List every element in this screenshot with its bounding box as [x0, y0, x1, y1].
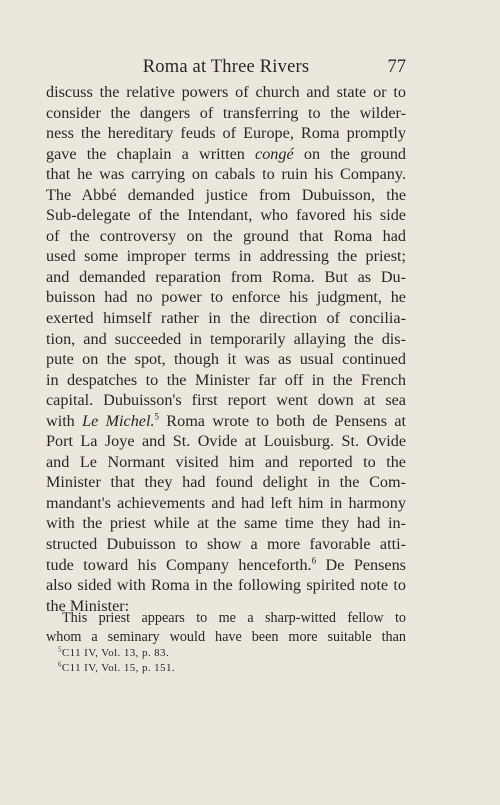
text-line: Sub-delegate of the Intendant, who favored his side — [46, 206, 406, 225]
page-number: 77 — [387, 57, 406, 77]
footnote: $^5$C11 IV, Vol. 13, p. 83. — [58, 645, 170, 659]
text-line: in despatches to the Minister far off in the French — [46, 370, 406, 389]
text-line: The Abbé demanded justice from Dubuisson, the — [46, 185, 406, 204]
footnote: $^6$C11 IV, Vol. 15, p. 151. — [58, 660, 176, 674]
text-line: pute on the spot, though it was as usual continued — [46, 350, 406, 369]
text-line: and demanded reparation from Roma. But as Du- — [46, 267, 406, 286]
text-line: gave the chaplain a written congé on the ground — [46, 144, 407, 163]
text-line: used some improper terms in addressing the priest; — [46, 247, 406, 266]
text-line: of the controversy on the ground that Roma had — [46, 226, 406, 245]
text-line: tion, and succeeded in temporarily allaying the dis- — [46, 329, 406, 348]
text-line: and Le Normant visited him and reported to the — [46, 452, 406, 471]
text-line: with Le Michel.$^5$ Roma wrote to both de Pensens at — [46, 411, 407, 430]
footnote-ref: 6 — [311, 555, 317, 566]
text-line: consider the dangers of transferring to the wilder- — [46, 103, 406, 122]
text-line: capital. Dubuisson's first report went down at sea — [46, 391, 406, 410]
running-header — [46, 55, 406, 79]
text-line: also sided with Roma in the following spirited note to — [46, 576, 406, 595]
quote-line: whom a seminary would have been more suitable than — [46, 629, 406, 645]
text-line: tude toward his Company henceforth.$^6$ De Pensens — [46, 555, 406, 574]
running-title: Roma at Three Rivers — [142, 57, 310, 77]
text-line: exerted himself rather in the direction of concilia- — [46, 309, 406, 328]
text-line: buisson had no power to enforce his judgment, he — [46, 288, 406, 307]
text-line: structed Dubuisson to show a more favorable atti- — [46, 535, 406, 554]
footnotes — [58, 646, 398, 676]
footnote-ref: 5 — [154, 411, 160, 422]
italic-term: congé — [255, 144, 294, 163]
text-line: the Minister: — [46, 596, 130, 615]
text-line: discuss the relative powers of church and state or to — [46, 83, 406, 101]
text-line: Minister that they had found delight in the Com- — [46, 473, 406, 492]
block-quote — [46, 609, 406, 647]
ship-name: Le Michel. — [82, 411, 155, 430]
quote-line: This priest appears to me a sharp-witted fellow to — [62, 610, 406, 626]
text-line: ness the hereditary feuds of Europe, Roma promptly — [46, 124, 406, 143]
text-line: Port La Joye and St. Ovide at Louisburg. St. Ovide — [46, 432, 406, 451]
text-line: mandant's achievements and had left him in harmony — [46, 493, 406, 512]
main-text — [46, 82, 406, 616]
text-line: that he was carrying on cabals to ruin his Company. — [46, 165, 406, 184]
text-line: with the priest while at the same time they had in- — [46, 514, 406, 533]
